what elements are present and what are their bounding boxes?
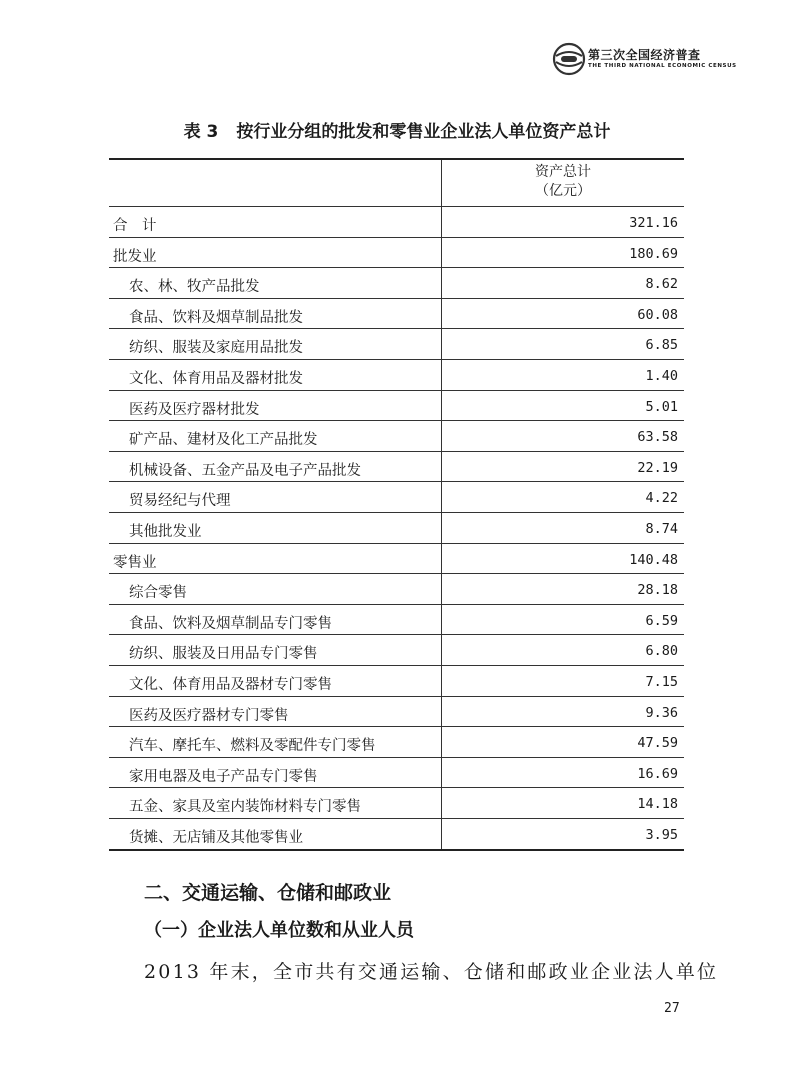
column-divider	[441, 605, 442, 635]
row-value: 4.22	[645, 490, 678, 507]
column-divider	[441, 513, 442, 543]
table-body	[109, 207, 684, 849]
table-row	[109, 513, 684, 544]
column-divider	[441, 391, 442, 421]
table-row	[109, 727, 684, 758]
row-value: 1.40	[645, 367, 678, 384]
row-label: 食品、饮料及烟草制品批发	[129, 309, 303, 326]
row-value: 6.85	[645, 337, 678, 354]
row-label: 文化、体育用品及器材批发	[129, 370, 303, 387]
paragraph-text: 2013 年末，全市共有交通运输、仓储和邮政业企业法人单位	[144, 961, 719, 983]
row-value: 14.18	[637, 796, 678, 813]
column-divider	[441, 819, 442, 850]
table-row	[109, 299, 684, 330]
table-row	[109, 666, 684, 697]
column-divider	[441, 727, 442, 757]
row-label: 机械设备、五金产品及电子产品批发	[129, 462, 361, 479]
table-row	[109, 605, 684, 636]
row-label: 矿产品、建材及化工产品批发	[129, 432, 318, 449]
row-value: 6.59	[645, 612, 678, 629]
row-label: 贸易经纪与代理	[129, 493, 231, 510]
row-label: 文化、体育用品及器材专门零售	[129, 676, 332, 693]
table-row	[109, 697, 684, 728]
row-value: 140.48	[629, 551, 678, 568]
table-row	[109, 207, 684, 238]
column-divider	[441, 268, 442, 298]
table-row	[109, 574, 684, 605]
row-value: 7.15	[645, 673, 678, 690]
subsection-heading: （一）企业法人单位数和从业人员	[144, 920, 414, 941]
row-value: 16.69	[637, 765, 678, 782]
row-label: 纺织、服装及日用品专门零售	[129, 646, 318, 663]
row-value: 8.74	[645, 520, 678, 537]
row-label: 五金、家具及室内装饰材料专门零售	[129, 799, 361, 816]
row-value: 180.69	[629, 245, 678, 262]
column-divider	[441, 635, 442, 665]
column-divider	[441, 666, 442, 696]
table-row	[109, 391, 684, 422]
row-value: 5.01	[645, 398, 678, 415]
column-divider	[441, 788, 442, 818]
table-row	[109, 421, 684, 452]
table-row	[109, 544, 684, 575]
assets-table	[109, 158, 684, 851]
census-logo-icon	[552, 42, 586, 76]
row-label: 医药及医疗器材批发	[129, 401, 260, 418]
column-divider	[441, 360, 442, 390]
table-title	[0, 117, 794, 142]
row-value: 22.19	[637, 459, 678, 476]
column-divider	[441, 207, 442, 237]
logo-chinese-text: 第三次全国经济普查	[588, 48, 701, 62]
row-label: 农、林、牧产品批发	[129, 279, 260, 296]
column-divider	[441, 482, 442, 512]
row-value: 8.62	[645, 276, 678, 293]
column-divider	[441, 544, 442, 574]
row-label: 医药及医疗器材专门零售	[129, 707, 289, 724]
column-divider	[441, 758, 442, 788]
row-label: 货摊、无店铺及其他零售业	[129, 829, 303, 846]
census-logo	[552, 42, 737, 76]
table-row	[109, 360, 684, 391]
column-header-line1: 资产总计	[535, 164, 591, 180]
logo-english-text: THE THIRD NATIONAL ECONOMIC CENSUS	[588, 63, 737, 69]
table-row	[109, 268, 684, 299]
row-label: 纺织、服装及家庭用品批发	[129, 340, 303, 357]
row-label: 家用电器及电子产品专门零售	[129, 768, 318, 785]
page-number: 27	[664, 1001, 680, 1016]
row-value: 63.58	[637, 429, 678, 446]
row-label: 食品、饮料及烟草制品专门零售	[129, 615, 332, 632]
row-value: 28.18	[637, 582, 678, 599]
row-label: 其他批发业	[129, 523, 202, 540]
table-title-text: 按行业分组的批发和零售业企业法人单位资产总计	[236, 122, 611, 142]
table-row	[109, 238, 684, 269]
column-divider	[441, 697, 442, 727]
table-number: 表 3	[183, 122, 219, 142]
row-value: 3.95	[645, 826, 678, 843]
table-row	[109, 482, 684, 513]
column-divider	[441, 452, 442, 482]
table-header	[109, 160, 684, 207]
column-header-line2: （亿元）	[535, 183, 591, 199]
table-row	[109, 329, 684, 360]
row-label: 综合零售	[129, 585, 187, 602]
table-row	[109, 635, 684, 666]
row-label: 合 计	[113, 218, 157, 234]
column-divider	[441, 299, 442, 329]
column-divider	[441, 574, 442, 604]
table-row	[109, 788, 684, 819]
row-value: 6.80	[645, 643, 678, 660]
row-label: 批发业	[113, 248, 157, 265]
column-divider	[441, 329, 442, 359]
row-value: 9.36	[645, 704, 678, 721]
column-divider	[441, 238, 442, 268]
section-heading: 二、交通运输、仓储和邮政业	[144, 882, 392, 904]
row-value: 321.16	[629, 215, 678, 231]
row-value: 47.59	[637, 735, 678, 752]
row-label: 汽车、摩托车、燃料及零配件专门零售	[129, 738, 376, 755]
table-row	[109, 758, 684, 789]
table-row	[109, 452, 684, 483]
row-label: 零售业	[113, 554, 157, 571]
column-header	[442, 163, 684, 201]
row-value: 60.08	[637, 306, 678, 323]
column-divider	[441, 421, 442, 451]
table-row	[109, 819, 684, 850]
